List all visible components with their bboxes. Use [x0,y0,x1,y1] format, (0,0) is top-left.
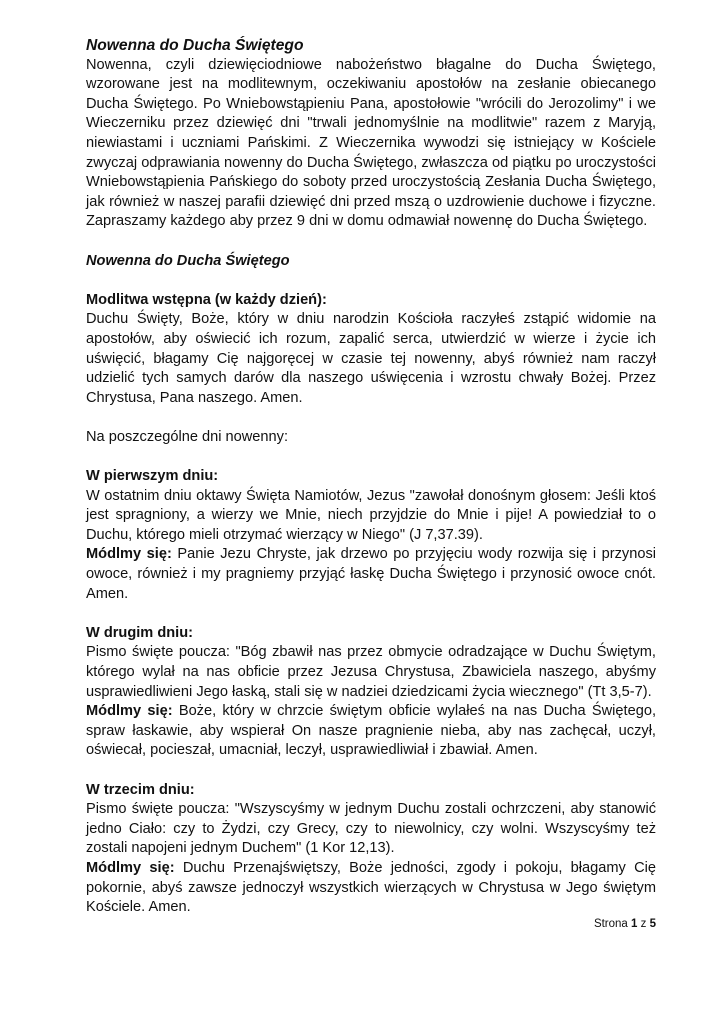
prayer-text: Boże, który w chrzcie świętym obficie wylałeś na nas Ducha Świętego, spraw łaskawie, aby wspierał On nasze pragnienie nieba, aby nas zachęcał, uczył, oświecał, pocieszał, umacniał, leczył, usprawiedliwiał i zbawiał. Amen. [86,703,656,759]
total-pages-number: 5 [649,918,656,930]
day-3-text: Pismo święte poucza: "Wszyscyśmy w jednym Duchu zostali ochrzczeni, aby stanowić jedno Ciało: czy to Żydzi, czy Grecy, czy to niewolnicy, czy wolni. Wszyscyśmy też zostali napojeni jednym Duchem" (1 Kor 12,13). [86,801,656,857]
prayer-text: Panie Jezu Chryste, jak drzewo po przyjęciu wody rozwija się i przynosi owoce, również i my pragniemy przyjąć łaskę Ducha Świętego i przynosić owoce cnót. Amen. [86,546,656,602]
prayer-label: Módlmy się: [86,859,175,876]
intro-paragraph: Nowenna, czyli dziewięciodniowe nabożeństwo błagalne do Ducha Świętego, wzorowane jest na modlitewnym, oczekiwaniu apostołów na zesłanie obiecanego Ducha Świętego. Po Wniebowstąpieniu Pana, apostołowie "wrócili do Jerozolimy" i we Wieczerniku przez dziewięć dni "trwali jednomyślnie na modlitwie" razem z Maryją, niewiastami i uczniami Pańskimi. Z Wieczernika wywodzi się istniejący w Kościele zwyczaj odprawiania nowenny do Ducha Świętego, zwłaszcza od piątku po uroczystości Wniebowstąpienia Pańskiego do soboty przed uroczystością Zesłania Ducha Świętego, jak również w naszej parafii dziewięć dni przed mszą o uzdrowienie duchowe i fizyczne. Zapraszamy każdego aby przez 9 dni w domu odmawiał nowennę do Ducha Świętego. [86,56,656,230]
section-subtitle: Nowenna do Ducha Świętego [86,252,290,269]
document-title: Nowenna do Ducha Świętego [86,37,304,54]
day-2-prayer [86,702,656,761]
day-3-heading: W trzecim dniu: [86,781,195,798]
prayer-text: Duchu Przenajświętszy, Boże jedności, zgody i pokoju, błagamy Cię pokornie, abyś zawsze jednoczył wszystkich wierzących w Chrystusa w Jego świętym Kościele. Amen. [86,859,656,916]
day-1-text: W ostatnim dniu oktawy Święta Namiotów, Jezus "zawołał donośnym głosem: Jeśli ktoś jest spragniony, a wierzy we Mnie, niech przyjdzie do Mnie i pije! A powiedział to o Duchu, którego mieli otrzymać wierzący w Niego" (J 7,37.39). [86,487,656,543]
page-separator: z [640,918,647,930]
page-footer [86,918,656,930]
day-2-heading: W drugim dniu: [86,624,193,641]
prayer-label: Módlmy się: [86,546,172,563]
day-1-prayer [86,545,656,604]
prayer-label: Módlmy się: [86,703,173,720]
day-3-prayer [86,859,656,918]
document-body [86,36,656,918]
day-1-heading: W pierwszym dniu: [86,468,219,485]
days-intro: Na poszczególne dni nowenny: [86,428,289,445]
opening-prayer-heading: Modlitwa wstępna (w każdy dzień): [86,291,327,308]
page-label: Strona [593,918,628,930]
current-page-number: 1 [631,918,638,930]
opening-prayer-text: Duchu Święty, Boże, który w dniu narodzin Kościoła raczyłeś zstąpić widomie na apostołów, aby oświecić ich rozum, zapalić serca, utwierdzić w wierze i życie ich uświęcić, błagamy Cię najgoręcej w czasie tej nowenny, abyś również nam raczył udzielić tych samych darów dla naszego uświęcenia i wzrostu chwały Bożej. Przez Chrystusa, Pana naszego. Amen. [86,311,656,406]
day-2-text: Pismo święte poucza: "Bóg zbawił nas przez obmycie odradzające w Duchu Świętym, którego wylał na nas obficie przez Jezusa Chrystusa, Zbawiciela naszego, abyśmy usprawiedliwieni Jego łaską, stali się w nadziei dziedzicami życia wiecznego" (Tt 3,5-7). [86,644,656,700]
